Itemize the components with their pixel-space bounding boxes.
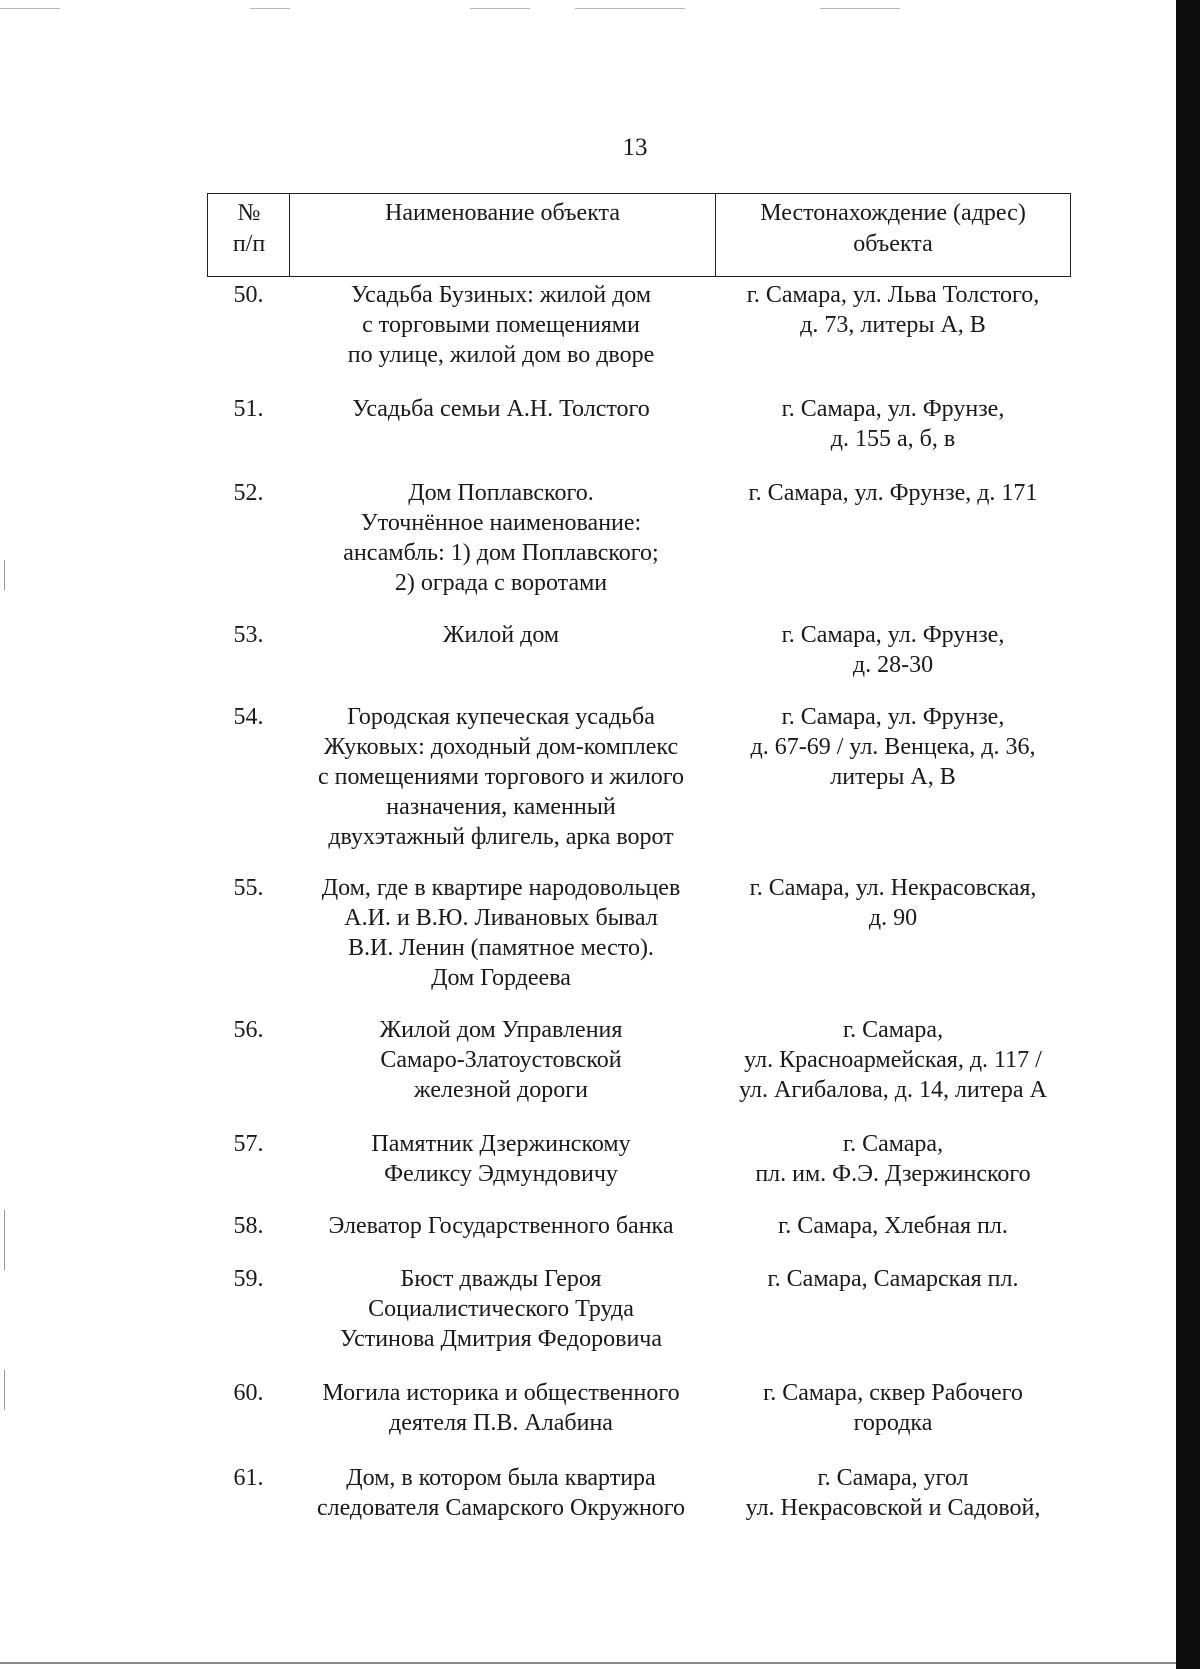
object-name: Дом, в котором была квартира следователя Самарского Окружного <box>316 1465 686 1521</box>
object-address: г. Самара, ул. Фрунзе, д. 28-30 <box>781 622 1005 678</box>
scan-mark <box>4 560 5 590</box>
object-address: г. Самара, ул. Красноармейская, д. 117 / ул. Агибалова, д. 14, литера А <box>739 1017 1047 1103</box>
object-name: Жилой дом <box>442 622 560 648</box>
object-name: Усадьба семьи А.Н. Толстого <box>352 396 650 422</box>
object-name: Могила историка и общественного деятеля П.В. Алабина <box>322 1380 680 1436</box>
object-address: г. Самара, ул. Фрунзе, д. 67-69 / ул. Венцека, д. 36, литеры А, В <box>750 704 1036 790</box>
object-address: г. Самара, пл. им. Ф.Э. Дзержинского <box>755 1131 1031 1187</box>
scan-mark <box>820 8 900 9</box>
row-number: 54. <box>233 704 264 730</box>
scan-mark <box>250 8 290 9</box>
header-name: Наименование объекта <box>385 200 620 226</box>
scan-mark <box>4 1210 5 1270</box>
scan-edge-bar <box>1176 0 1200 1669</box>
scan-mark <box>0 8 60 9</box>
object-address: г. Самара, ул. Фрунзе, д. 155 а, б, в <box>781 396 1005 452</box>
object-name: Усадьба Бузиных: жилой дом с торговыми помещениями по улице, жилой дом во дворе <box>347 282 655 368</box>
row-number: 59. <box>233 1266 264 1292</box>
object-name: Жилой дом Управления Самаро-Златоустовской железной дороги <box>379 1017 623 1103</box>
row-number: 61. <box>233 1465 264 1491</box>
row-number: 52. <box>233 480 264 506</box>
row-number: 56. <box>233 1017 264 1043</box>
scan-mark <box>575 8 685 9</box>
row-number: 55. <box>233 875 264 901</box>
object-address: г. Самара, угол ул. Некрасовской и Садовой, <box>745 1465 1041 1521</box>
object-name: Дом, где в квартире народовольцев А.И. и В.Ю. Ливановых бывал В.И. Ленин (памятное место). Дом Гордеева <box>321 875 681 991</box>
object-name: Городская купеческая усадьба Жуковых: доходный дом-комплекс с помещениями торгового и жилого назначения, каменный двухэтажный флигель, арка ворот <box>317 704 685 850</box>
row-number: 57. <box>233 1131 264 1157</box>
object-address: г. Самара, сквер Рабочего городка <box>763 1380 1023 1436</box>
row-number: 51. <box>233 396 264 422</box>
object-name: Бюст дважды Героя Социалистического Труда Устинова Дмитрия Федоровича <box>339 1266 663 1352</box>
row-number: 58. <box>233 1213 264 1239</box>
object-address: г. Самара, ул. Льва Толстого, д. 73, литеры А, В <box>746 282 1040 338</box>
header-num: № п/п <box>232 200 266 257</box>
page-number: 13 <box>622 134 648 161</box>
scan-edge-bottom <box>0 1662 1176 1664</box>
object-address: г. Самара, Хлебная пл. <box>778 1213 1008 1239</box>
scan-mark <box>4 1370 5 1410</box>
object-address: г. Самара, ул. Фрунзе, д. 171 <box>748 480 1038 506</box>
object-name: Элеватор Государственного банка <box>328 1213 674 1239</box>
object-address: г. Самара, Самарская пл. <box>767 1266 1019 1292</box>
row-number: 53. <box>233 622 264 648</box>
object-name: Дом Поплавского. Уточнённое наименование: ансамбль: 1) дом Поплавского; 2) ограда с воротами <box>343 480 659 596</box>
header-address: Местонахождение (адрес) объекта <box>760 200 1026 257</box>
object-address: г. Самара, ул. Некрасовская, д. 90 <box>749 875 1037 931</box>
row-number: 50. <box>233 282 264 308</box>
object-name: Памятник Дзержинскому Феликсу Эдмундовичу <box>371 1131 631 1187</box>
scan-mark <box>470 8 530 9</box>
row-number: 60. <box>233 1380 264 1406</box>
